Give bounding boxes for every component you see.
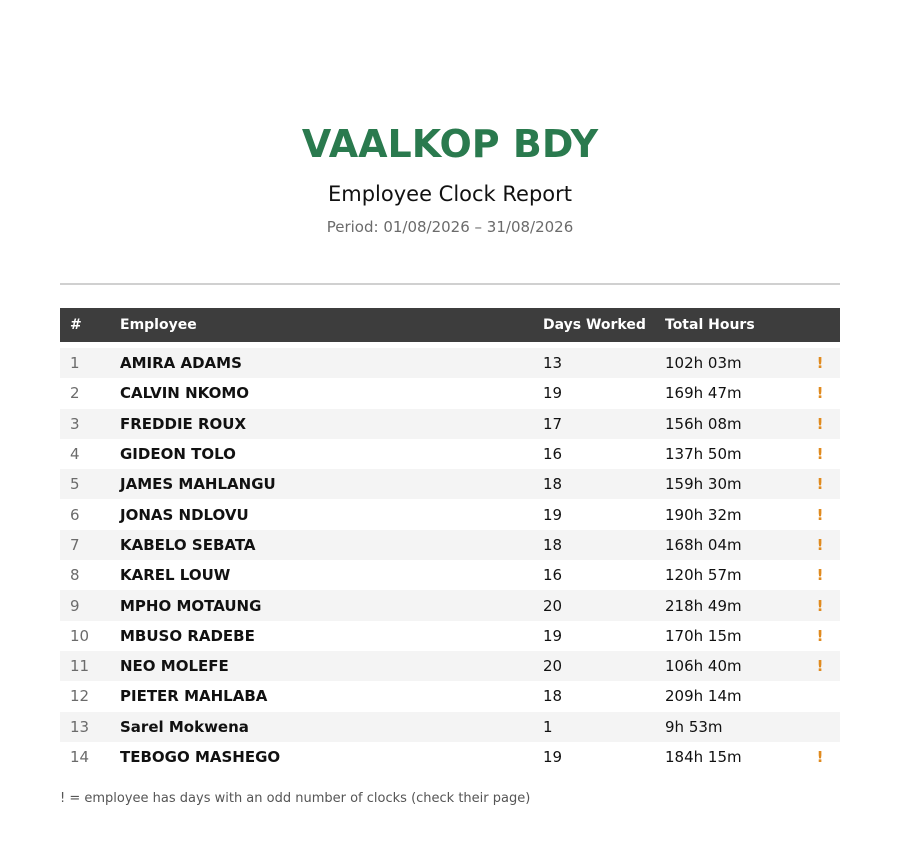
table-row: [60, 378, 840, 408]
employee-name: MBUSO RADEBE: [120, 626, 255, 645]
odd-clock-warning-flag: [800, 681, 840, 711]
odd-clock-warning-flag: !: [816, 566, 824, 585]
row-number: 13: [60, 712, 120, 742]
row-number: 6: [70, 505, 80, 524]
row-number: 12: [70, 687, 90, 706]
odd-clock-warning-flag: !: [800, 530, 840, 560]
days-worked: 20: [543, 651, 665, 681]
total-hours: 120h 57m: [665, 566, 742, 585]
employee-name: CALVIN NKOMO: [120, 384, 250, 403]
table-row: [60, 409, 840, 439]
total-hours: 190h 32m: [665, 505, 742, 524]
table-row: [60, 681, 840, 711]
days-worked: 16: [543, 445, 563, 464]
odd-clock-warning-flag: [800, 712, 840, 742]
row-number: 9: [60, 590, 120, 620]
row-number: 1: [60, 348, 120, 378]
table-row: [60, 651, 840, 681]
table-row: [60, 560, 840, 590]
table-row: [60, 469, 840, 499]
total-hours: 168h 04m: [665, 530, 800, 560]
employee-name: TEBOGO MASHEGO: [120, 748, 281, 766]
total-hours: 169h 47m: [665, 384, 742, 403]
days-worked: 18: [543, 530, 665, 560]
row-number: 3: [60, 409, 120, 439]
total-hours: 102h 03m: [665, 348, 800, 378]
table-row: [60, 742, 840, 772]
table-row: [60, 348, 840, 378]
company-name: VAALKOP BDY: [301, 122, 599, 166]
days-worked: 18: [543, 687, 563, 706]
total-hours: 218h 49m: [665, 590, 800, 620]
row-number: 2: [70, 384, 80, 403]
column-header-flag: [800, 308, 840, 342]
employee-name: KABELO SEBATA: [120, 530, 543, 560]
total-hours: 170h 15m: [665, 626, 742, 645]
table-row: [60, 499, 840, 529]
odd-clock-warning-flag: !: [816, 626, 824, 645]
days-worked: 19: [543, 748, 563, 766]
employee-name: KAREL LOUW: [120, 566, 231, 585]
days-worked: 17: [543, 409, 665, 439]
days-worked: 16: [543, 566, 563, 585]
table-row: [60, 439, 840, 469]
days-worked: 19: [543, 626, 563, 645]
days-worked: 19: [543, 384, 563, 403]
header-divider: [60, 283, 840, 285]
employee-clock-table: [60, 308, 840, 772]
days-worked: 13: [543, 348, 665, 378]
odd-clock-warning-flag: !: [800, 590, 840, 620]
report-title: Employee Clock Report: [327, 182, 573, 206]
row-number: 10: [70, 626, 90, 645]
row-number: 4: [70, 445, 80, 464]
employee-name: GIDEON TOLO: [120, 445, 236, 464]
row-number: 7: [60, 530, 120, 560]
employee-name: JONAS NDLOVU: [120, 505, 249, 524]
row-number: 11: [60, 651, 120, 681]
row-number: 5: [60, 469, 120, 499]
odd-clock-warning-flag: !: [800, 348, 840, 378]
odd-clock-warning-flag: !: [816, 384, 824, 403]
days-worked: 19: [543, 505, 563, 524]
employee-name: PIETER MAHLABA: [120, 687, 268, 706]
total-hours: 184h 15m: [665, 748, 742, 766]
total-hours: 156h 08m: [665, 409, 800, 439]
total-hours: 159h 30m: [665, 469, 800, 499]
odd-clock-warning-flag: !: [800, 651, 840, 681]
odd-clock-warning-flag: !: [800, 469, 840, 499]
column-header-total-hours: Total Hours: [665, 317, 755, 333]
report-period: Period: 01/08/2026 – 31/08/2026: [326, 218, 574, 236]
table-row: [60, 621, 840, 651]
days-worked: 18: [543, 469, 665, 499]
column-header-employee: Employee: [120, 317, 197, 333]
employee-name: MPHO MOTAUNG: [120, 590, 543, 620]
table-row: [60, 530, 840, 560]
total-hours: 209h 14m: [665, 687, 742, 706]
odd-clock-warning-flag: !: [816, 445, 824, 464]
total-hours: 106h 40m: [665, 651, 800, 681]
table-row: [60, 712, 840, 742]
row-number: 8: [70, 566, 80, 585]
total-hours: 137h 50m: [665, 445, 742, 464]
column-header-days-worked: Days Worked: [543, 317, 646, 333]
employee-name: NEO MOLEFE: [120, 651, 543, 681]
days-worked: 1: [543, 712, 665, 742]
employee-name: AMIRA ADAMS: [120, 348, 543, 378]
odd-clock-warning-flag: !: [816, 748, 824, 766]
employee-name: FREDDIE ROUX: [120, 409, 543, 439]
total-hours: 9h 53m: [665, 712, 800, 742]
column-header-number: #: [70, 317, 82, 333]
table-row: [60, 590, 840, 620]
table-header-row: [60, 308, 840, 342]
footnote-legend: ! = employee has days with an odd number of clocks (check their page): [60, 791, 531, 806]
employee-name: Sarel Mokwena: [120, 712, 543, 742]
days-worked: 20: [543, 590, 665, 620]
odd-clock-warning-flag: !: [816, 505, 824, 524]
row-number: 14: [70, 748, 90, 766]
employee-name: JAMES MAHLANGU: [120, 469, 543, 499]
odd-clock-warning-flag: !: [800, 409, 840, 439]
